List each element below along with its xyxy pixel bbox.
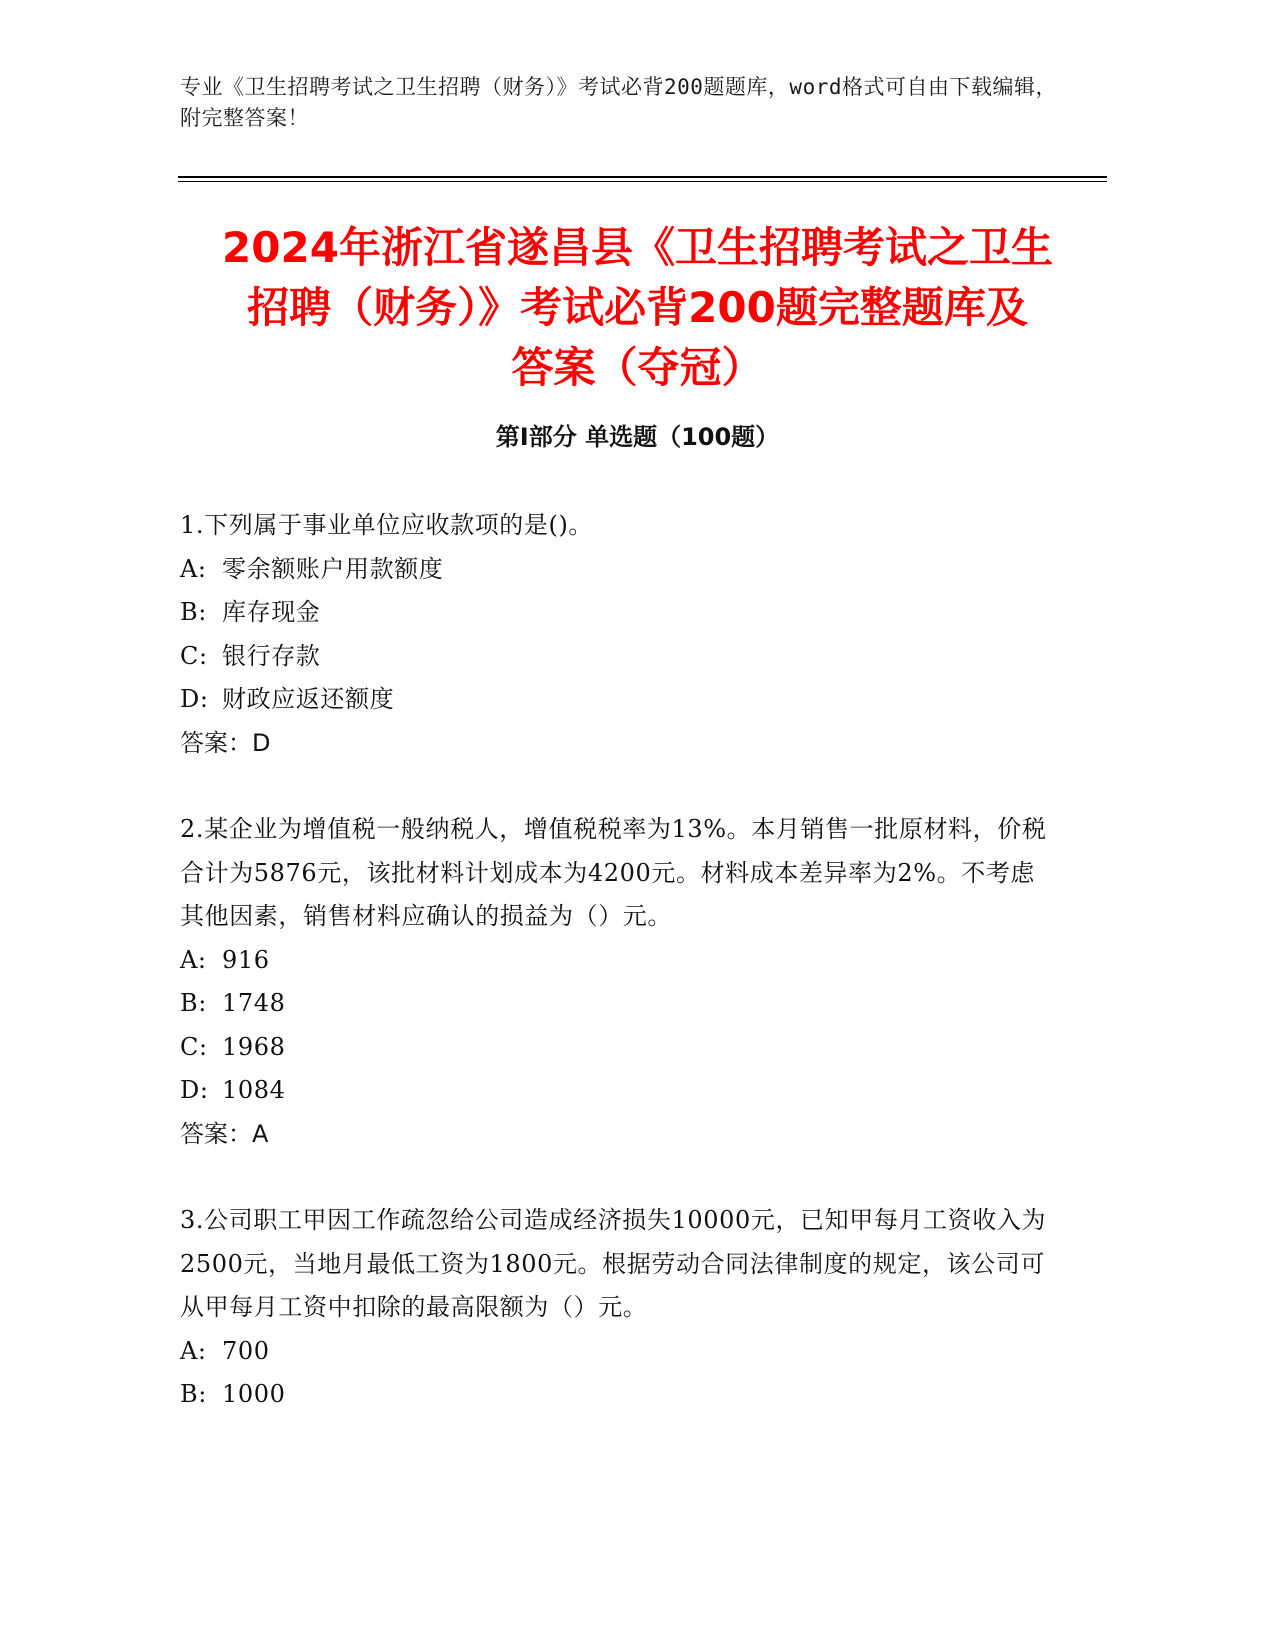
option-text: 1000 bbox=[222, 1380, 286, 1408]
option-label: B: bbox=[180, 989, 207, 1017]
option-b bbox=[180, 982, 1050, 1026]
question-2 bbox=[180, 808, 1050, 1156]
option-b bbox=[180, 591, 1050, 635]
question-stem: 1.下列属于事业单位应收款项的是()。 bbox=[180, 511, 594, 539]
document-title bbox=[150, 218, 1125, 398]
option-text: 零余额账户用款额度 bbox=[222, 554, 444, 583]
option-label: D: bbox=[180, 1076, 209, 1104]
option-text: 700 bbox=[222, 1336, 270, 1365]
option-label: A: bbox=[180, 1336, 207, 1365]
question-3 bbox=[180, 1199, 1050, 1417]
question-stem: 2.某企业为增值税一般纳税人，增值税税率为13%。本月销售一批原材料，价税合计为5876元，该批材料计划成本为4200元。材料成本差异率为2%。不考虑其他因素，销售材料应确认的损益为（）元。 bbox=[180, 815, 1047, 930]
answer-line: 答案：D bbox=[180, 728, 271, 757]
option-d bbox=[180, 1069, 1050, 1113]
option-c bbox=[180, 1026, 1050, 1070]
option-text: 1968 bbox=[222, 1032, 286, 1061]
option-label: D: bbox=[180, 685, 209, 713]
option-label: A: bbox=[180, 554, 207, 583]
question-1 bbox=[180, 504, 1050, 765]
header-divider-thin bbox=[178, 181, 1107, 182]
option-text: 916 bbox=[222, 945, 270, 974]
title-line-2: 招聘（财务）》考试必背200题完整题库及 bbox=[247, 283, 1028, 332]
option-text: 库存现金 bbox=[222, 598, 321, 626]
option-label: B: bbox=[180, 1380, 207, 1408]
option-a bbox=[180, 1330, 1050, 1374]
option-text: 财政应返还额度 bbox=[222, 685, 395, 713]
section-title: 第Ⅰ部分 单选题（100题） bbox=[495, 423, 780, 451]
title-line-1: 2024年浙江省遂昌县《卫生招聘考试之卫生 bbox=[222, 223, 1053, 272]
option-b bbox=[180, 1373, 1050, 1417]
option-a bbox=[180, 548, 1050, 592]
option-c bbox=[180, 635, 1050, 679]
option-text: 银行存款 bbox=[222, 641, 321, 670]
option-label: A: bbox=[180, 945, 207, 974]
header-divider bbox=[178, 176, 1107, 178]
title-line-3: 答案（夺冠） bbox=[511, 343, 764, 392]
option-text: 1748 bbox=[222, 989, 286, 1017]
answer-line: 答案：A bbox=[180, 1119, 269, 1148]
option-label: C: bbox=[180, 1032, 208, 1061]
option-a bbox=[180, 939, 1050, 983]
option-text: 1084 bbox=[222, 1076, 286, 1104]
question-stem: 3.公司职工甲因工作疏忽给公司造成经济损失10000元，已知甲每月工资收入为2500元，当地月最低工资为1800元。根据劳动合同法律制度的规定，该公司可从甲每月工资中扣除的最高限额为（）元。 bbox=[180, 1206, 1047, 1321]
option-label: B: bbox=[180, 598, 207, 626]
header-note: 专业《卫生招聘考试之卫生招聘（财务）》考试必背200题题库，word格式可自由下载编辑，附完整答案！ bbox=[180, 75, 1057, 130]
option-d bbox=[180, 678, 1050, 722]
option-label: C: bbox=[180, 641, 208, 670]
question-list bbox=[180, 504, 1050, 1460]
